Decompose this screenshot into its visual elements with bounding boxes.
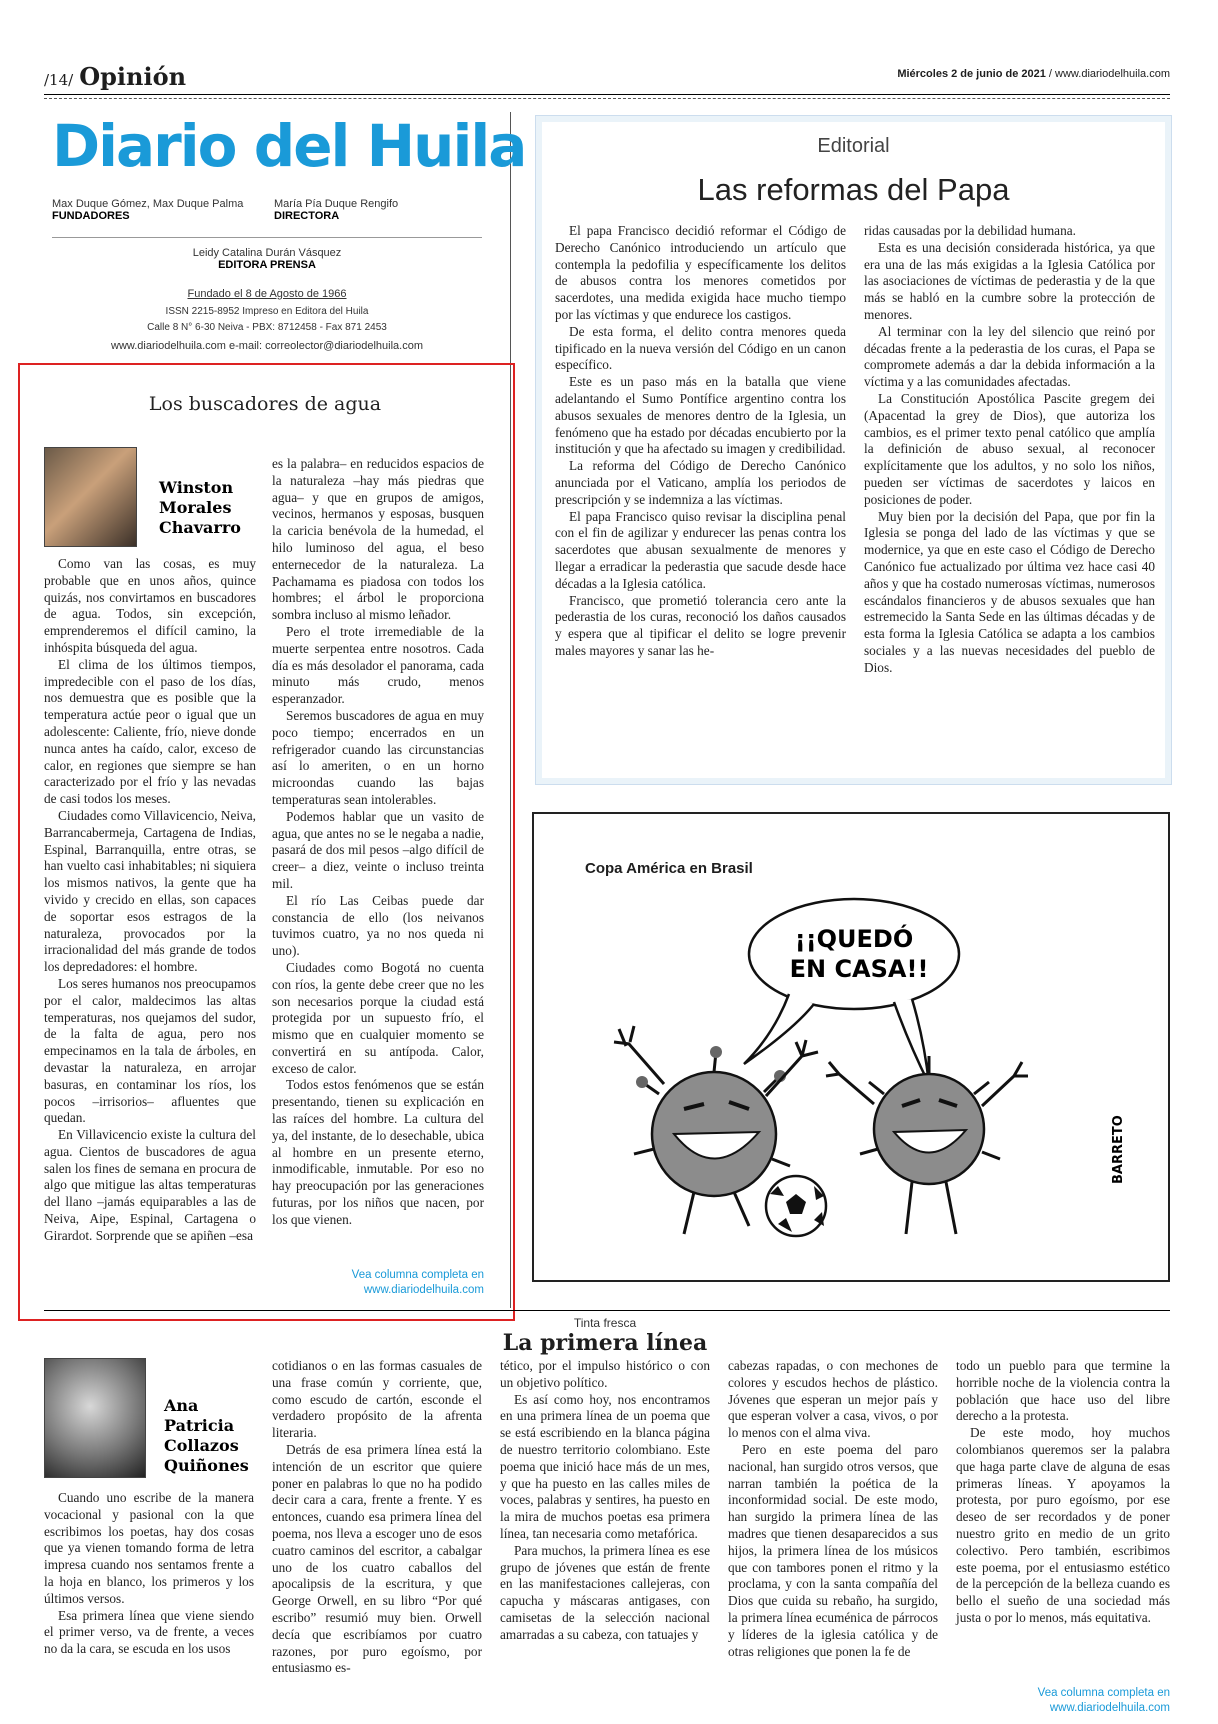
editor-role: EDITORA PRENSA (218, 259, 316, 271)
author-name: Winston Morales Chavarro (159, 478, 241, 537)
read-more-link[interactable] (272, 1268, 484, 1298)
paragraph: Como van las cosas, es muy probable que en unos años, quince quizás, nos convirtamos en buscadores de agua. Todos, sin excepción, emprenderemos el difícil camino, la inhóspita búsqueda del agua. (44, 556, 256, 655)
column-text-5 (956, 1358, 1170, 1627)
paragraph: Para muchos, la primera línea es ese grupo de jóvenes que están de frente en las manifestaciones callejeras, con capucha y máscaras antigases, con camisetas de la selección nacional amarradas a su cabeza, con tatuajes y (500, 1542, 710, 1642)
speech-text-2: EN CASA!! (789, 955, 929, 983)
column-title: Los buscadores de agua (148, 393, 382, 415)
soccer-ball (766, 1176, 826, 1236)
cartoon-title: Copa América en Brasil (585, 860, 753, 877)
paragraph: tético, por el impulso histórico o con un objetivo político. (500, 1358, 710, 1390)
paragraph: Francisco, que prometió tolerancia cero ante la pederastia de los curas, reconoció los daños causados y espera que al tipificar el delito se logre prevenir males mayores y sanar las he- (555, 592, 846, 658)
issn-line: ISSN 2215-8952 Impreso en Editora del Huila (165, 306, 369, 317)
date-line (897, 68, 1170, 80)
read-more-text: Vea columna completa en (351, 1269, 484, 1281)
paragraph: El papa Francisco quiso revisar la disciplina penal con el fin de agilizar y endurecer las penas contra los sacerdotes que abusan sexualmente de menores y llegar a erradicar la pederastia que sacude desde hace décadas a la Iglesia católica. (555, 508, 846, 591)
paragraph: Es así como hoy, nos encontramos en una primera línea de un poema que se está escribiendo en la blanca página de nuestro territorio colombiano. Este poema que inició hace más de un mes, y que ha puesto en las calles miles de voces, palabras y sentires, ha puesto en la mira de muchos poetas esa primera línea, tan necesaria como metafórica. (500, 1391, 710, 1541)
paragraph: todo un pueblo para que termine la horrible noche de la violencia contra la población que hace uso del libre derecho a la protesta. (956, 1358, 1170, 1424)
author-photo (44, 1358, 146, 1478)
issue-date: Miércoles 2 de junio de 2021 (897, 68, 1046, 80)
read-more-url[interactable]: www.diariodelhuila.com (1049, 1702, 1170, 1714)
director-name: María Pía Duque Rengifo (274, 198, 399, 210)
cartoon-illustration (534, 814, 1168, 1280)
paragraph: Los seres humanos nos preocupamos por el calor, maldecimos las altas temperaturas, nos quejamos del sudor, de la falta de agua, pero nos empecinamos en la tala de árboles, en devastar la naturaleza, en arrojar basuras, en contaminar los ríos, los pocos –irrisorios– afluentes que quedan. (44, 975, 256, 1126)
editor (52, 247, 482, 271)
paragraph: El río Las Ceibas puede dar constancia de ello (los neivanos tuvimos cuatro, ya no nos queda ni uno). (272, 892, 484, 959)
page-number: /14/ (44, 71, 74, 89)
author-photo (44, 447, 137, 547)
founded-date: Fundado el 8 de Agosto de 1966 (187, 288, 347, 300)
paragraph: Pero el trote irremediable de la muerte serpentea entre nosotros. Cada día es más desolador el panorama, cada minuto más crudo, menos esperanzador. (272, 623, 484, 707)
director (274, 198, 398, 222)
bottom-rule (44, 1310, 1170, 1311)
site-url[interactable]: / www.diariodelhuila.com (1045, 68, 1170, 80)
column-text-left (44, 556, 256, 1245)
paragraph: Seremos buscadores de agua en muy poco tiempo; encerrados en un refrigerador cuando las circunstancias así lo ameriten, o en un horno microondas cuando las bajas temperaturas sean intolerables. (272, 707, 484, 807)
masthead-logo: Diario del Huila (52, 112, 526, 180)
top-rule (44, 94, 1170, 95)
cartoon-signature: BARRETO (1111, 1115, 1126, 1184)
paragraph: Cuando uno escribe de la manera vocacional y pasional con la que escribimos los poetas, hay dos cosas que ya vienen tomando forma de letra impresa cuando nos sentamos frente a la hoja en blanco, los primeros y los últimos versos. (44, 1490, 254, 1606)
paragraph: Ciudades como Bogotá no cuenta con ríos, la gente debe creer que no les son necesarios porque la ciudad está protegida por un supuesto frío, el mismo que en cualquier momento se convertirá en su antípoda. Calor, exceso de calor. (272, 959, 484, 1076)
section-header (44, 62, 186, 91)
paragraph: Podemos hablar que un vasito de agua, que antes no se le negaba a nadie, pasará de dos mil pesos –algo difícil de creer– a diez, veinte o incluso treinta mil. (272, 808, 484, 891)
column-text-4 (728, 1358, 938, 1660)
staff-divider (52, 237, 482, 238)
paragraph: Muy bien por la decisión del Papa, que por fin la Iglesia se ponga del lado de las víctimas y que se modernice, ya que en este caso el Código de Derecho Canónico fue actualizado por última vez hace casi 40 años y que ha costado numerosas víctimas, numerosos escándalos financieros y de abusos sexuales que han estremecido la Santa Sede en las últimas décadas y de esta forma la Iglesia Católica se adapta a los cambios sociales y a las nuevas necesidades del pueblo de Dios. (864, 508, 1155, 675)
paragraph: Ciudades como Villavicencio, Neiva, Barrancabermeja, Cartagena de Indias, Espinal, Barranquilla, entre otras, se han vuelto casi inhabitables; ni siquiera los mismos nativos, la gente que ha vivido y crecido en ellas, son capaces de soportar esos estragos de la naturaleza, provocados por la irracionalidad del más grande de todos los depredadores: el hombre. (44, 807, 256, 975)
paragraph: ridas causadas por la debilidad humana. (864, 223, 1076, 238)
founders-role: FUNDADORES (52, 210, 130, 222)
section-name: Opinión (79, 62, 187, 91)
virus-right (826, 1056, 1028, 1234)
paragraph: En Villavicencio existe la cultura del agua. Cientos de buscadores de agua salen los fines de semana en procura de algo que mitigue las altas temperaturas del llano –jamás equiparables a las de Neiva, Aipe, Espinal, Cartagena o Girardot. Sorprende que se apiñen –esa (44, 1127, 256, 1243)
paragraph: Todos estos fenómenos que se están presentando, tienen su explicación en las raíces del hombre. La cultura del ya, del instante, de lo desechable, ubica al hombre en un presente eterno, inmodificable, inmutable. Por eso no hay preocupación por las generaciones futuras, por los niños que nacen, por los que vienen. (272, 1077, 484, 1227)
director-role: DIRECTORA (274, 210, 340, 222)
paragraph: De esta forma, el delito contra menores queda tipificado en la nueva versión del Código en un canon específico. (555, 323, 846, 373)
paragraph: Esa primera línea que viene siendo el primer verso, va de frente, a veces no da la cara, se escuda en los usos (44, 1607, 254, 1657)
paragraph: es la palabra– en reducidos espacios de la naturaleza –hay más piedras que agua– y que en grupos de amigos, vecinos, hermanos y esposas, busquen la caricia benévola de la humedad, el hilo luminoso del agua, el beso enternecedor de la naturaleza. La Pachamama es piadosa con todos los hombres; el árbol le proporciona sombra incluso al mismo leñador. (272, 456, 484, 623)
address-line: Calle 8 N° 6-30 Neiva - PBX: 8712458 - Fax 871 2453 (147, 322, 387, 333)
column-text-2 (272, 1358, 482, 1677)
column-title: La primera línea (502, 1330, 708, 1356)
top-rule-dashed (44, 98, 1170, 99)
editorial-title: Las reformas del Papa (697, 172, 1010, 207)
paragraph: Al terminar con la ley del silencio que reinó por décadas frente a la pederastia de los curas, el Papa se compromete además a dar la debida información a la víctima y a las comunidades afectadas. (864, 323, 1155, 390)
editorial-text-left (555, 223, 846, 660)
paragraph: Detrás de esa primera línea está la intención de un escritor que quiere poner en palabras lo que no ha podido decir cara a cara, frente a frente. Y es entonces, cuando esa primera línea del poema, nos lleva a escoger uno de esos cuatro caminos del escritor, a cabalgar uno de los cuatro caballos del apocalipsis de la escritura, y que George Orwell, en su libro “Por qué escribo” resumió muy bien. Orwell decía que escribíamos por cuatro razones, por puro egoísmo, por entusiasmo es- (272, 1441, 482, 1676)
column-text-1 (44, 1490, 254, 1658)
paragraph: De este modo, hoy muchos colombianos queremos ser la palabra que haga parte clave de alguna de esas primeras líneas. Y apoyamos la protesta, por puro egoísmo, por ese deseo de ser recordados y de poner nuestro grito en medio de un grito colectivo. Pero también, escribimos este poema, por el entusiasmo estético de la percepción de la belleza cuando es bello el sueño de una sociedad más justa o por lo menos, más equitativa. (956, 1425, 1170, 1625)
paragraph: cotidianos o en las formas casuales de una frase común y corriente, que, como escudo de cartón, esconde el verdadero propósito de la afrenta literaria. (272, 1358, 482, 1441)
paragraph: La reforma del Código de Derecho Canónico anunciada por el Vaticano, amplía los periodos de prescripción y se indemniza a las víctimas. (555, 458, 846, 507)
paragraph: cabezas rapadas, o con mechones de colores y escudos hechos de plástico. Jóvenes que esperan un mejor país y que esperan volver a casa, vivos, o por lo menos con el alma viva. (728, 1358, 938, 1441)
speech-text-1: ¡¡QUEDÓ (794, 925, 914, 953)
read-more-link[interactable] (956, 1686, 1170, 1716)
column-text-right (272, 456, 484, 1229)
read-more-text: Vea columna completa en (1037, 1687, 1170, 1699)
column-text-3 (500, 1358, 710, 1644)
paragraph: El papa Francisco decidió reformar el Código de Derecho Canónico introduciendo un artículo que contempla la pedofilia y específicamente los delitos de abusos contra los menores cometidos por sacerdotes, una medida exigida hace mucho tiempo por las víctimas y que endurece los castigos. (555, 223, 846, 322)
paragraph: Pero en este poema del paro nacional, han surgido otros versos, que narran también la poética de la inconformidad social. De este modo, han surgido la primera línea de las madres que tienen desaparecidos a sus hijos, la primera línea de los músicos que con tambores ponen el ritmo y la proclama, y con la santa compañía del Dios que cuida su rebaño, ha surgido, la primera línea ecuménica de párrocos y líderes de la iglesia católica y de otras religiones que ponen la fe de (728, 1441, 938, 1659)
paragraph: La Constitución Apostólica Pascite gregem dei (Apacentad la grey de Dios), que autoriza los cambios, es el primer texto penal católico que amplía la definición de abuso sexual, al reconocer explícitamente que los adultos, y no solo los niños, pueden ser víctimas de sacerdotes y laicos en posiciones de poder. (864, 390, 1155, 507)
column-kicker: Tinta fresca (573, 1316, 637, 1330)
paragraph: El clima de los últimos tiempos, impredecible con el paso de los días, nos demuestra que es posible que la temperatura actúe peor o igual que un adolescente: Caliente, frío, nieve donde nunca antes ha caído, calor, exceso de calor, en regiones que siempre se han caracterizado por el frío y las nevadas de casi todos los meses. (44, 656, 256, 807)
paragraph: Este es un paso más en la batalla que viene adelantando el Sumo Pontífice argentino contra los abusos sexuales de menores dentro de la Iglesia, un fenómeno que ha estado por décadas encubierto por la institución y que ha afectado su imagen y credibilidad. (555, 374, 846, 457)
paragraph: Esta es una decisión considerada histórica, ya que era una de las más exigidas a la Iglesia Católica por las asociaciones de víctimas de pederastia y de la que más se habló en la cumbre sobre la protección de menores. (864, 239, 1155, 322)
read-more-url[interactable]: www.diariodelhuila.com (363, 1284, 484, 1296)
editorial-text-right (864, 223, 1155, 677)
editor-name: Leidy Catalina Durán Vásquez (192, 247, 342, 259)
editorial-kicker: Editorial (817, 135, 890, 157)
founders-names: Max Duque Gómez, Max Duque Palma (52, 198, 244, 210)
author-name: Ana Patricia Collazos Quiñones (164, 1396, 249, 1475)
founders (52, 198, 243, 222)
contact-line[interactable]: www.diariodelhuila.com e-mail: correolector@diariodelhuila.com (111, 340, 423, 352)
